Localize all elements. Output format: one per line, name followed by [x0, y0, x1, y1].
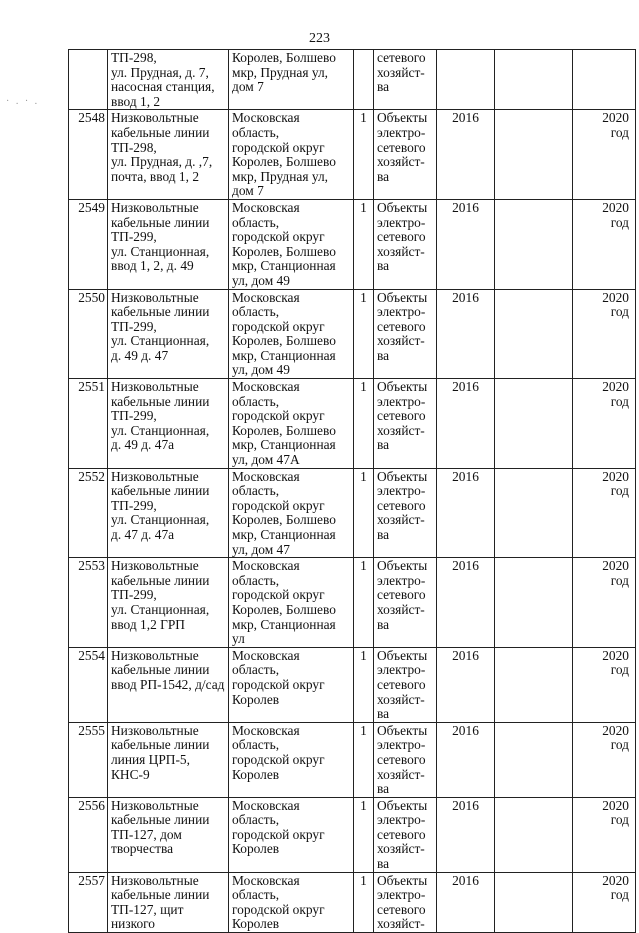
- cell-number: 2554: [69, 647, 108, 722]
- cell-number: 2557: [69, 872, 108, 932]
- cell-deadline: 2020 год: [573, 647, 636, 722]
- cell-year: 2016: [437, 797, 495, 872]
- cell-address: Московская область, городской округ Королев, Болшево мкр, Станционная ул, дом 49: [229, 199, 354, 289]
- cell-year: 2016: [437, 468, 495, 558]
- cell-extra: [495, 110, 573, 200]
- cell-year: 2016: [437, 722, 495, 797]
- cell-address: Московская область, городской округ Королев: [229, 872, 354, 932]
- table-row: [69, 722, 636, 797]
- cell-object-name: Низковольтные кабельные линии линия ЦРП-5, КНС-9: [108, 722, 229, 797]
- table-row: [69, 379, 636, 469]
- cell-address: Московская область, городской округ Королев: [229, 797, 354, 872]
- cell-deadline: 2020 год: [573, 722, 636, 797]
- cell-quantity: 1: [354, 797, 374, 872]
- cell-address: Московская область, городской округ Королев: [229, 722, 354, 797]
- cell-category: Объекты электро- сетевого хозяйст- ва: [374, 379, 437, 469]
- table-row: [69, 647, 636, 722]
- cell-deadline: 2020 год: [573, 110, 636, 200]
- cell-deadline: 2020 год: [573, 379, 636, 469]
- cell-deadline: [573, 50, 636, 110]
- cell-category: Объекты электро- сетевого хозяйст- ва: [374, 558, 437, 648]
- cell-object-name: Низковольтные кабельные линии ввод РП-1542, д/сад: [108, 647, 229, 722]
- cell-object-name: Низковольтные кабельные линии ТП-299, ул. Станционная, д. 49 д. 47: [108, 289, 229, 379]
- cell-category: Объекты электро- сетевого хозяйст- ва: [374, 722, 437, 797]
- cell-object-name: ТП-298, ул. Прудная, д. 7, насосная станция, ввод 1, 2: [108, 50, 229, 110]
- cell-number: [69, 50, 108, 110]
- cell-address: Московская область, городской округ Королев, Болшево мкр, Прудная ул, дом 7: [229, 110, 354, 200]
- cell-number: 2552: [69, 468, 108, 558]
- cell-category: Объекты электро- сетевого хозяйст- ва: [374, 797, 437, 872]
- cell-year: 2016: [437, 379, 495, 469]
- cell-deadline: 2020 год: [573, 289, 636, 379]
- cell-address: Московская область, городской округ Королев, Болшево мкр, Станционная ул, дом 47: [229, 468, 354, 558]
- cell-year: 2016: [437, 110, 495, 200]
- cell-extra: [495, 647, 573, 722]
- cell-year: 2016: [437, 558, 495, 648]
- cell-quantity: 1: [354, 872, 374, 932]
- cell-object-name: Низковольтные кабельные линии ТП-127, щит низкого: [108, 872, 229, 932]
- scan-artifact: · . · .: [6, 96, 40, 107]
- cell-extra: [495, 872, 573, 932]
- cell-number: 2551: [69, 379, 108, 469]
- cell-category: Объекты электро- сетевого хозяйст-: [374, 872, 437, 932]
- cell-year: 2016: [437, 289, 495, 379]
- property-registry-table: [68, 49, 636, 933]
- cell-deadline: 2020 год: [573, 558, 636, 648]
- cell-quantity: 1: [354, 722, 374, 797]
- cell-address: Московская область, городской округ Королев, Болшево мкр, Станционная ул, дом 47А: [229, 379, 354, 469]
- cell-object-name: Низковольтные кабельные линии ТП-299, ул. Станционная, д. 49 д. 47а: [108, 379, 229, 469]
- cell-category: Объекты электро- сетевого хозяйст- ва: [374, 647, 437, 722]
- cell-deadline: 2020 год: [573, 199, 636, 289]
- page-number: 223: [309, 31, 330, 46]
- table-row: [69, 872, 636, 932]
- cell-quantity: 1: [354, 558, 374, 648]
- cell-object-name: Низковольтные кабельные линии ТП-299, ул. Станционная, д. 47 д. 47а: [108, 468, 229, 558]
- cell-year: 2016: [437, 647, 495, 722]
- cell-extra: [495, 722, 573, 797]
- cell-deadline: 2020 год: [573, 797, 636, 872]
- cell-number: 2550: [69, 289, 108, 379]
- table-row: [69, 468, 636, 558]
- cell-extra: [495, 199, 573, 289]
- cell-object-name: Низковольтные кабельные линии ТП-299, ул. Станционная, ввод 1,2 ГРП: [108, 558, 229, 648]
- cell-extra: [495, 289, 573, 379]
- cell-number: 2553: [69, 558, 108, 648]
- cell-quantity: 1: [354, 289, 374, 379]
- cell-category: Объекты электро- сетевого хозяйст- ва: [374, 199, 437, 289]
- cell-category: Объекты электро- сетевого хозяйст- ва: [374, 468, 437, 558]
- table-row: [69, 558, 636, 648]
- cell-category: Объекты электро- сетевого хозяйст- ва: [374, 110, 437, 200]
- table-row: [69, 199, 636, 289]
- cell-quantity: 1: [354, 379, 374, 469]
- cell-number: 2548: [69, 110, 108, 200]
- table-row: [69, 289, 636, 379]
- cell-extra: [495, 468, 573, 558]
- cell-number: 2556: [69, 797, 108, 872]
- cell-object-name: Низковольтные кабельные линии ТП-299, ул. Станционная, ввод 1, 2, д. 49: [108, 199, 229, 289]
- cell-extra: [495, 558, 573, 648]
- cell-number: 2555: [69, 722, 108, 797]
- cell-address: Московская область, городской округ Королев: [229, 647, 354, 722]
- table-row: [69, 50, 636, 110]
- cell-extra: [495, 797, 573, 872]
- cell-year: [437, 50, 495, 110]
- cell-deadline: 2020 год: [573, 468, 636, 558]
- cell-year: 2016: [437, 199, 495, 289]
- cell-quantity: 1: [354, 199, 374, 289]
- cell-extra: [495, 379, 573, 469]
- cell-address: Московская область, городской округ Королев, Болшево мкр, Станционная ул: [229, 558, 354, 648]
- cell-quantity: 1: [354, 110, 374, 200]
- cell-address: Королев, Болшево мкр, Прудная ул, дом 7: [229, 50, 354, 110]
- cell-quantity: 1: [354, 468, 374, 558]
- cell-deadline: 2020 год: [573, 872, 636, 932]
- cell-object-name: Низковольтные кабельные линии ТП-127, дом творчества: [108, 797, 229, 872]
- cell-number: 2549: [69, 199, 108, 289]
- cell-category: сетевого хозяйст- ва: [374, 50, 437, 110]
- cell-year: 2016: [437, 872, 495, 932]
- table-row: [69, 110, 636, 200]
- table-body: [69, 50, 636, 933]
- cell-category: Объекты электро- сетевого хозяйст- ва: [374, 289, 437, 379]
- table-row: [69, 797, 636, 872]
- cell-address: Московская область, городской округ Королев, Болшево мкр, Станционная ул, дом 49: [229, 289, 354, 379]
- cell-extra: [495, 50, 573, 110]
- cell-quantity: 1: [354, 647, 374, 722]
- cell-object-name: Низковольтные кабельные линии ТП-298, ул. Прудная, д. ,7, почта, ввод 1, 2: [108, 110, 229, 200]
- cell-quantity: [354, 50, 374, 110]
